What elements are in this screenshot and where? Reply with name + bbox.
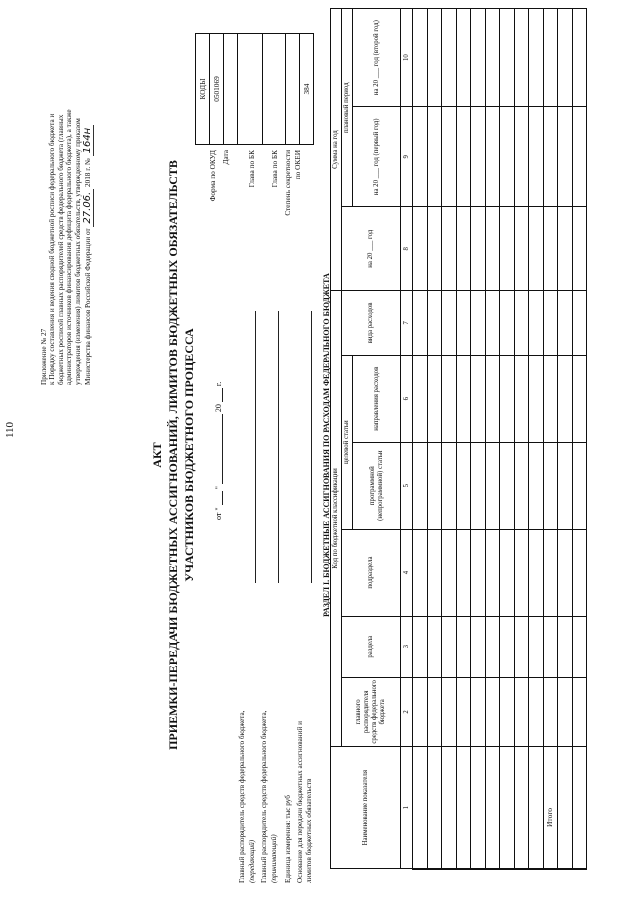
bk-label-2: Глава по БК <box>270 150 279 188</box>
table-row <box>456 9 471 870</box>
table-cell[interactable] <box>543 9 558 107</box>
secrecy-code-cell[interactable] <box>286 34 300 145</box>
table-row <box>485 9 500 870</box>
table-cell[interactable] <box>471 616 486 677</box>
table-cell[interactable] <box>572 442 587 529</box>
table-cell[interactable] <box>572 616 587 677</box>
table-cell[interactable] <box>529 442 544 529</box>
col-number: 3 <box>401 616 413 677</box>
table-cell[interactable] <box>529 355 544 442</box>
col-number: 7 <box>401 291 413 356</box>
header-first-year: на 20 ___ год (первый год) <box>353 107 401 207</box>
header-direction: направления расходов <box>353 355 401 442</box>
table-row <box>572 9 587 870</box>
table-cell[interactable] <box>500 355 515 442</box>
transferring-note: (передающий) <box>248 839 256 883</box>
transferring-note-row <box>248 593 257 883</box>
table-cell[interactable] <box>427 207 442 291</box>
table-cell[interactable] <box>456 207 471 291</box>
table-cell[interactable] <box>572 291 587 356</box>
table-cell[interactable] <box>514 9 529 107</box>
table-cell[interactable] <box>500 677 515 746</box>
table-cell[interactable] <box>456 9 471 107</box>
table-cell[interactable] <box>558 291 573 356</box>
table-cell[interactable] <box>543 442 558 529</box>
table-cell[interactable] <box>543 529 558 616</box>
title-line-2: ПРИЕМКИ-ПЕРЕДАЧИ БЮДЖЕТНЫХ АССИГНОВАНИЙ, ЛИМИТОВ БЮДЖЕТНЫХ ОБЯЗАТЕЛЬСТВ <box>165 160 180 750</box>
receiving-field-line[interactable] <box>278 311 279 583</box>
basis-label-1: Основание для передачи бюджетных ассигнований и <box>296 721 304 883</box>
okei-label: по ОКЕИ <box>293 150 302 180</box>
table-cell[interactable] <box>442 746 457 869</box>
date-year-suffix: г. <box>214 381 223 387</box>
table-cell[interactable] <box>558 207 573 291</box>
header-target: целевой статьи <box>342 355 353 529</box>
unit-label: Единица измерения: тыс руб <box>284 795 292 883</box>
table-cell[interactable] <box>529 677 544 746</box>
appendix-last-line <box>82 15 94 385</box>
table-cell[interactable] <box>471 107 486 207</box>
table-cell[interactable] <box>427 355 442 442</box>
table-row <box>413 9 428 870</box>
table-row <box>442 9 457 870</box>
date-label: Дата <box>221 150 230 165</box>
table-cell[interactable] <box>500 616 515 677</box>
table-cell[interactable] <box>500 442 515 529</box>
table-cell[interactable] <box>543 291 558 356</box>
table-cell[interactable] <box>572 107 587 207</box>
table-cell[interactable] <box>485 207 500 291</box>
table-cell[interactable] <box>485 529 500 616</box>
table-cell[interactable] <box>543 355 558 442</box>
okei-code: 384 <box>300 34 314 145</box>
table-cell[interactable] <box>413 746 428 869</box>
table-cell[interactable] <box>514 529 529 616</box>
appendix-line: Приложение № 27 <box>40 328 48 385</box>
appendix-line: к Порядку составления и ведения сводной бюджетной росписи федерального бюджета и <box>48 113 57 385</box>
table-cell[interactable] <box>514 442 529 529</box>
table-cell[interactable] <box>558 9 573 107</box>
appendix-line-mid: 2018 г. № <box>84 158 93 187</box>
table-cell[interactable] <box>485 616 500 677</box>
table-row <box>500 9 515 870</box>
table-cell[interactable] <box>529 9 544 107</box>
table-cell[interactable] <box>427 9 442 107</box>
header-program: программной (непрограммной) статьи <box>353 442 401 529</box>
table-cell[interactable] <box>514 207 529 291</box>
table-cell[interactable] <box>427 529 442 616</box>
table-cell[interactable] <box>442 677 457 746</box>
handwritten-date: 27.06. <box>82 189 94 227</box>
table-cell[interactable] <box>558 677 573 746</box>
col-number: 9 <box>401 107 413 207</box>
table-cell[interactable] <box>413 291 428 356</box>
table-cell[interactable] <box>514 677 529 746</box>
header-planning: плановый период <box>342 9 353 207</box>
appendix-line-prefix: Министерства финансов Российской Федерации от <box>84 228 93 385</box>
table-cell[interactable] <box>413 355 428 442</box>
table-cell[interactable] <box>558 746 573 869</box>
table-cell[interactable] <box>529 291 544 356</box>
secrecy-label: Степень секретности <box>283 150 292 216</box>
act-date-line <box>213 382 223 520</box>
table-cell[interactable] <box>485 442 500 529</box>
table-cell[interactable] <box>442 207 457 291</box>
header-second-year: на 20 ___ год (второй год) <box>353 9 401 107</box>
table-cell[interactable] <box>442 355 457 442</box>
appendix-line: бюджетных росписей главных распорядителей средств федерального бюджета (главных <box>56 114 65 385</box>
date-from: от " <box>214 507 223 520</box>
table-cell[interactable] <box>543 616 558 677</box>
col-number: 1 <box>401 746 413 869</box>
table-cell[interactable] <box>572 677 587 746</box>
col-number: 5 <box>401 442 413 529</box>
okud-code: 0501069 <box>210 34 224 145</box>
bk-code-cell-1[interactable] <box>238 34 263 145</box>
col-number: 10 <box>401 9 413 107</box>
table-cell[interactable] <box>413 616 428 677</box>
basis-field-line[interactable] <box>311 311 312 583</box>
document-title <box>150 155 197 755</box>
table-cell[interactable] <box>471 207 486 291</box>
table-cell[interactable] <box>456 746 471 869</box>
table-cell[interactable] <box>514 291 529 356</box>
okud-label: Форма по ОКУД <box>208 150 217 202</box>
table-cell[interactable] <box>558 616 573 677</box>
table-row <box>543 9 558 870</box>
table-cell[interactable] <box>413 529 428 616</box>
table-cell[interactable] <box>572 207 587 291</box>
date-year-prefix: 20 <box>214 404 223 413</box>
table-cell[interactable] <box>500 746 515 869</box>
table-cell[interactable] <box>471 9 486 107</box>
table-cell[interactable] <box>442 616 457 677</box>
total-label: Итого <box>545 808 554 827</box>
table-cell[interactable] <box>529 529 544 616</box>
table-cell[interactable] <box>572 9 587 107</box>
table-cell[interactable] <box>558 107 573 207</box>
table-cell[interactable] <box>427 677 442 746</box>
title-line-1: АКТ <box>150 442 164 468</box>
table-cell[interactable] <box>456 355 471 442</box>
table-row <box>427 9 442 870</box>
table-cell[interactable] <box>413 442 428 529</box>
table-cell[interactable] <box>442 9 457 107</box>
col-number: 4 <box>401 529 413 616</box>
table-cell[interactable] <box>471 746 486 869</box>
title-line-3: УЧАСТНИКОВ БЮДЖЕТНОГО ПРОЦЕССА <box>181 328 196 582</box>
handwritten-number: 164н <box>82 125 94 157</box>
table-cell[interactable] <box>442 291 457 356</box>
table-row <box>471 9 486 870</box>
table-cell[interactable] <box>514 107 529 207</box>
table-cell[interactable] <box>485 291 500 356</box>
bk-code-cell-2[interactable] <box>263 34 286 145</box>
table-cell[interactable] <box>514 616 529 677</box>
col-number: 2 <box>401 677 413 746</box>
header-kind: вида расходов <box>342 291 401 356</box>
table-cell[interactable] <box>427 616 442 677</box>
table-cell[interactable] <box>500 107 515 207</box>
table-cell[interactable] <box>413 107 428 207</box>
budget-table <box>330 8 587 870</box>
table-cell[interactable] <box>485 355 500 442</box>
table-cell[interactable] <box>529 107 544 207</box>
header-section: раздела <box>342 616 401 677</box>
table-cell[interactable] <box>572 746 587 869</box>
table-cell[interactable] <box>442 107 457 207</box>
table-cell[interactable] <box>456 442 471 529</box>
table-cell[interactable] <box>456 291 471 356</box>
appendix-line: администраторов источников финансирования дефицита федерального бюджета), а также <box>65 109 74 385</box>
table-cell[interactable] <box>485 677 500 746</box>
transferring-field-line[interactable] <box>255 311 256 583</box>
codes-header: КОДЫ <box>196 34 210 145</box>
table-cell[interactable] <box>456 529 471 616</box>
table-cell[interactable] <box>427 746 442 869</box>
table-cell[interactable] <box>514 746 529 869</box>
header-year: на 20 ___ год <box>342 207 401 291</box>
table-row <box>514 9 529 870</box>
year-blank[interactable] <box>213 388 223 402</box>
table-cell[interactable] <box>471 355 486 442</box>
col-number: 8 <box>401 207 413 291</box>
section-title: РАЗДЕЛ I. БЮДЖЕТНЫЕ АССИГНОВАНИЯ ПО РАСХОДАМ ФЕДЕРАЛЬНОГО БЮДЖЕТА <box>322 273 331 617</box>
appendix-line: утверждения (изменения) лимитов бюджетных обязательств, утвержденному приказом <box>73 118 82 385</box>
col-number: 6 <box>401 355 413 442</box>
table-cell[interactable] <box>413 9 428 107</box>
table-cell[interactable] <box>427 291 442 356</box>
table-cell[interactable] <box>514 355 529 442</box>
table-cell[interactable] <box>485 746 500 869</box>
table-cell[interactable] <box>529 207 544 291</box>
table-cell[interactable] <box>471 677 486 746</box>
table-cell[interactable] <box>456 107 471 207</box>
table-cell[interactable] <box>558 355 573 442</box>
table-cell[interactable] <box>500 207 515 291</box>
table-cell[interactable] <box>413 677 428 746</box>
date-code-cell[interactable] <box>224 34 238 145</box>
header-sum: Сумма на год <box>331 9 342 291</box>
receiving-label: Главный распорядитель средств федерального бюджета, <box>260 710 268 883</box>
table-cell[interactable] <box>427 107 442 207</box>
header-subsection: подраздела <box>342 529 401 616</box>
appendix-note <box>40 15 94 385</box>
table-cell[interactable] <box>543 107 558 207</box>
basis-label-2: лимитов бюджетных обязательств <box>305 778 313 883</box>
table-cell[interactable] <box>572 529 587 616</box>
month-blank[interactable] <box>213 414 223 484</box>
table-cell[interactable] <box>543 207 558 291</box>
bk-label-1: Глава по БК <box>247 150 256 188</box>
table-cell[interactable] <box>442 442 457 529</box>
table-cell[interactable] <box>500 291 515 356</box>
receiving-note: (принимающий) <box>270 834 278 883</box>
table-cell[interactable] <box>456 616 471 677</box>
header-main-manager: главного распорядителя средств федерального бюджета <box>342 677 401 746</box>
table-cell[interactable] <box>456 677 471 746</box>
table-cell[interactable] <box>485 9 500 107</box>
codes-table <box>195 33 314 145</box>
page-number: 110 <box>4 421 16 439</box>
table-cell[interactable] <box>500 529 515 616</box>
table-cell[interactable] <box>543 677 558 746</box>
table-cell[interactable] <box>500 9 515 107</box>
table-cell[interactable] <box>529 616 544 677</box>
table-cell[interactable] <box>442 529 457 616</box>
table-cell[interactable] <box>558 529 573 616</box>
header-name: Наименование показателя <box>331 746 401 869</box>
table-cell[interactable] <box>529 746 544 869</box>
table-cell[interactable] <box>471 291 486 356</box>
date-quote: " <box>214 486 223 490</box>
transferring-label: Главный распорядитель средств федерального бюджета, <box>238 710 246 883</box>
table-cell[interactable] <box>572 355 587 442</box>
table-cell[interactable] <box>427 442 442 529</box>
table-cell[interactable] <box>485 107 500 207</box>
table-row <box>558 9 573 870</box>
table-row <box>529 9 544 870</box>
table-cell[interactable] <box>471 529 486 616</box>
table-cell[interactable] <box>413 207 428 291</box>
table-cell[interactable] <box>471 442 486 529</box>
receiving-note-row <box>270 593 279 883</box>
day-blank[interactable] <box>213 491 223 505</box>
header-code: Код по бюджетной классификации <box>331 291 342 747</box>
table-cell[interactable] <box>558 442 573 529</box>
